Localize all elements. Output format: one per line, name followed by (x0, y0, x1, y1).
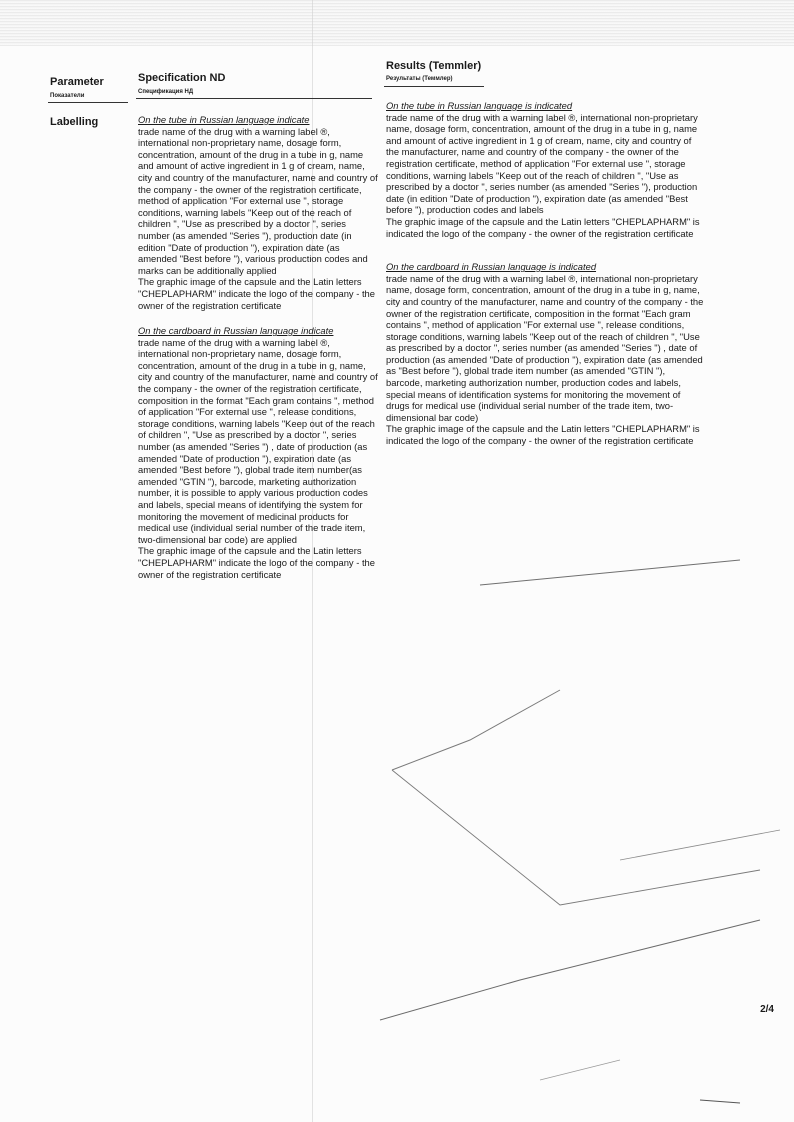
results-box-heading: On the cardboard in Russian language is indicated (386, 261, 597, 273)
spec-box-heading: On the cardboard in Russian language indicate (138, 325, 334, 337)
results-box-logo-text: The graphic image of the capsule and the Latin letters "CHEPLAPHARM" is indicated the logo of the company - the owner of the registration certificate (386, 423, 700, 447)
header-results-ru: Результаты (Теммлер) (386, 76, 453, 82)
spec-box-logo-text: The graphic image of the capsule and the Latin letters "CHEPLAPHARM" indicate the logo of the company - the owner of the registration certificate (138, 545, 375, 580)
header-results: Results (Temmler) (386, 60, 482, 72)
header-specification: Specification ND (138, 72, 226, 84)
header-parameter-ru: Показатели (50, 93, 85, 99)
results-tube-text: trade name of the drug with a warning label ®, international non-proprietary name, dosage form, concentration, amount of the drug in a tube in g, name and amount of active ingredient in 1 g of cream, name, city and country of the manufacturer, name and country of the company - the owner of the registration certificate, method of application "For external use ", storage conditions, warning labels "Keep out of the reach of children ", "Use as prescribed by a doctor ", series number (as amended "Series "), production date (in edition "Date of production "), expiration date (as amended "Best before "), production codes and labels (386, 111, 698, 216)
spec-tube-text: trade name of the drug with a warning label ®, international non-proprietary name, dosage form, concentration, amount of the drug in a tube in g, name and amount of active ingredient in 1 g of cream, name, city and country of the manufacturer, name and country of the company - the owner of the registration certificate, method of application "For external use ", storage conditions, warning labels "Keep out of the reach of children ", "Use as prescribed by a doctor ", series number (as amended "Series "), production date (in edition "Date of production "), expiration date (as amended "Best before "), various production codes and marks can be additionally applied (138, 125, 378, 276)
header-specification-ru: Спецификация НД (138, 89, 194, 95)
page-number: 2/4 (760, 1004, 774, 1015)
results-box-text: trade name of the drug with a warning label ®, international non-proprietary name, dosage form, concentration, amount of the drug in a tube in g, name, city and country of the manufacturer, name and country of the company - the owner of the registration certificate, composition in the format "Each gram contains ", method of application "For external use ", release conditions, storage conditions, warning labels "Keep out of the reach of children ", "Use as prescribed by a doctor ", series number (as amended "Series ") , date of production (as amended "Date of production "), expiration date (as amended as "Best before "), global trade item number (as amended "GTIN "), barcode, marketing authorization number, production codes and labels, special means of identification systems for monitoring the movement of drugs for medical use (individual serial number of the trade item, two-dimensional bar code) (386, 272, 704, 423)
spec-tube-logo-text: The graphic image of the capsule and the Latin letters "CHEPLAPHARM" indicate the logo of the company - the owner of the registration certificate (138, 276, 375, 311)
results-tube-logo-text: The graphic image of the capsule and the Latin letters "CHEPLAPHARM" is indicated the logo of the company - the owner of the registration certificate (386, 215, 700, 239)
row-label-labelling: Labelling (50, 116, 99, 128)
results-tube-heading: On the tube in Russian language is indicated (386, 100, 573, 111)
spec-tube-heading: On the tube in Russian language indicate (138, 114, 310, 125)
header-parameter: Parameter (50, 76, 104, 88)
spec-box-text: trade name of the drug with a warning label ®, international non-proprietary name, dosage form, concentration, amount of the drug in a tube in g, name, city and country of the manufacturer, name and country of the company - the owner of the registration certificate, composition in the format "Each gram contains ", method of application "For external use ", release conditions, storage conditions, warning labels "Keep out of the reach of children ", "Use as prescribed by a doctor ", series number (as amended "Series ") , date of production (as amended "Date of production "), expiration date (as amended "Best before "), global trade item number(as amended "GTIN "), barcode, marketing authorization number, it is possible to apply various production codes and labels, special means of identifying the system for monitoring the movement of medicinal products for medical use (individual serial number of the trade item, two-dimensional bar code) are applied (138, 336, 378, 545)
